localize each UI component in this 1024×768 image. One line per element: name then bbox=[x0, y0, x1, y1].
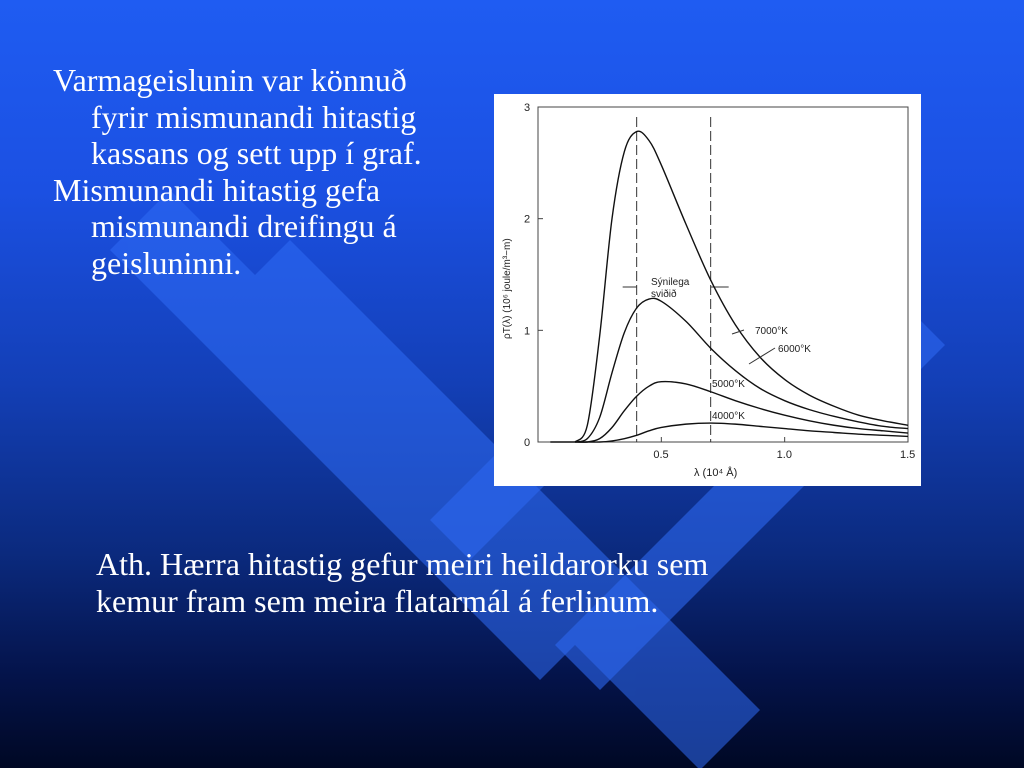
y-tick-label: 1 bbox=[524, 325, 531, 338]
bullet-2-text: Mismunandi hitastig gefa mismunandi dreifingu á geisluninni. bbox=[53, 171, 397, 281]
y-tick-label: 3 bbox=[524, 102, 531, 114]
plot-frame bbox=[538, 107, 908, 442]
x-tick-label: 0.5 bbox=[653, 449, 669, 461]
x-tick-label: 1.0 bbox=[776, 449, 792, 461]
note-line-2: kemur fram sem meira flatarmál á ferlinum. bbox=[96, 582, 659, 619]
bullet-marker-icon bbox=[23, 74, 37, 88]
chart-svg bbox=[494, 94, 921, 486]
note-text bbox=[96, 546, 916, 619]
bullet-marker-icon bbox=[23, 184, 37, 198]
series-label-leader bbox=[732, 330, 744, 334]
series-label-leader bbox=[749, 348, 775, 364]
y-tick-label: 0 bbox=[524, 437, 531, 449]
series-label: 4000°K bbox=[712, 411, 745, 422]
x-axis-label: λ (10⁴ Å) bbox=[694, 467, 738, 479]
curve-4000k bbox=[575, 423, 908, 442]
series-label: 5000°K bbox=[712, 379, 745, 390]
bullet-list bbox=[53, 62, 453, 281]
x-tick-label: 1.5 bbox=[900, 449, 916, 461]
series-label: 7000°K bbox=[755, 326, 788, 337]
bullet-item bbox=[53, 172, 453, 282]
series-label: 6000°K bbox=[778, 344, 811, 355]
bullet-1-text: Varmageislunin var könnuð fyrir mismunandi hitastig kassans og sett upp í graf. bbox=[53, 62, 422, 171]
visible-band-label-1: Sýnilega bbox=[651, 277, 690, 288]
blackbody-radiation-chart bbox=[494, 94, 921, 486]
visible-band-label-2: sviðið bbox=[651, 289, 677, 300]
bullet-item bbox=[53, 62, 453, 172]
note-line-1: Ath. Hærra hitastig gefur meiri heildarorku sem bbox=[96, 546, 709, 582]
y-tick-label: 2 bbox=[524, 213, 531, 226]
y-axis-label: ρT(λ) (10⁶ joule/m³−m) bbox=[502, 238, 513, 339]
